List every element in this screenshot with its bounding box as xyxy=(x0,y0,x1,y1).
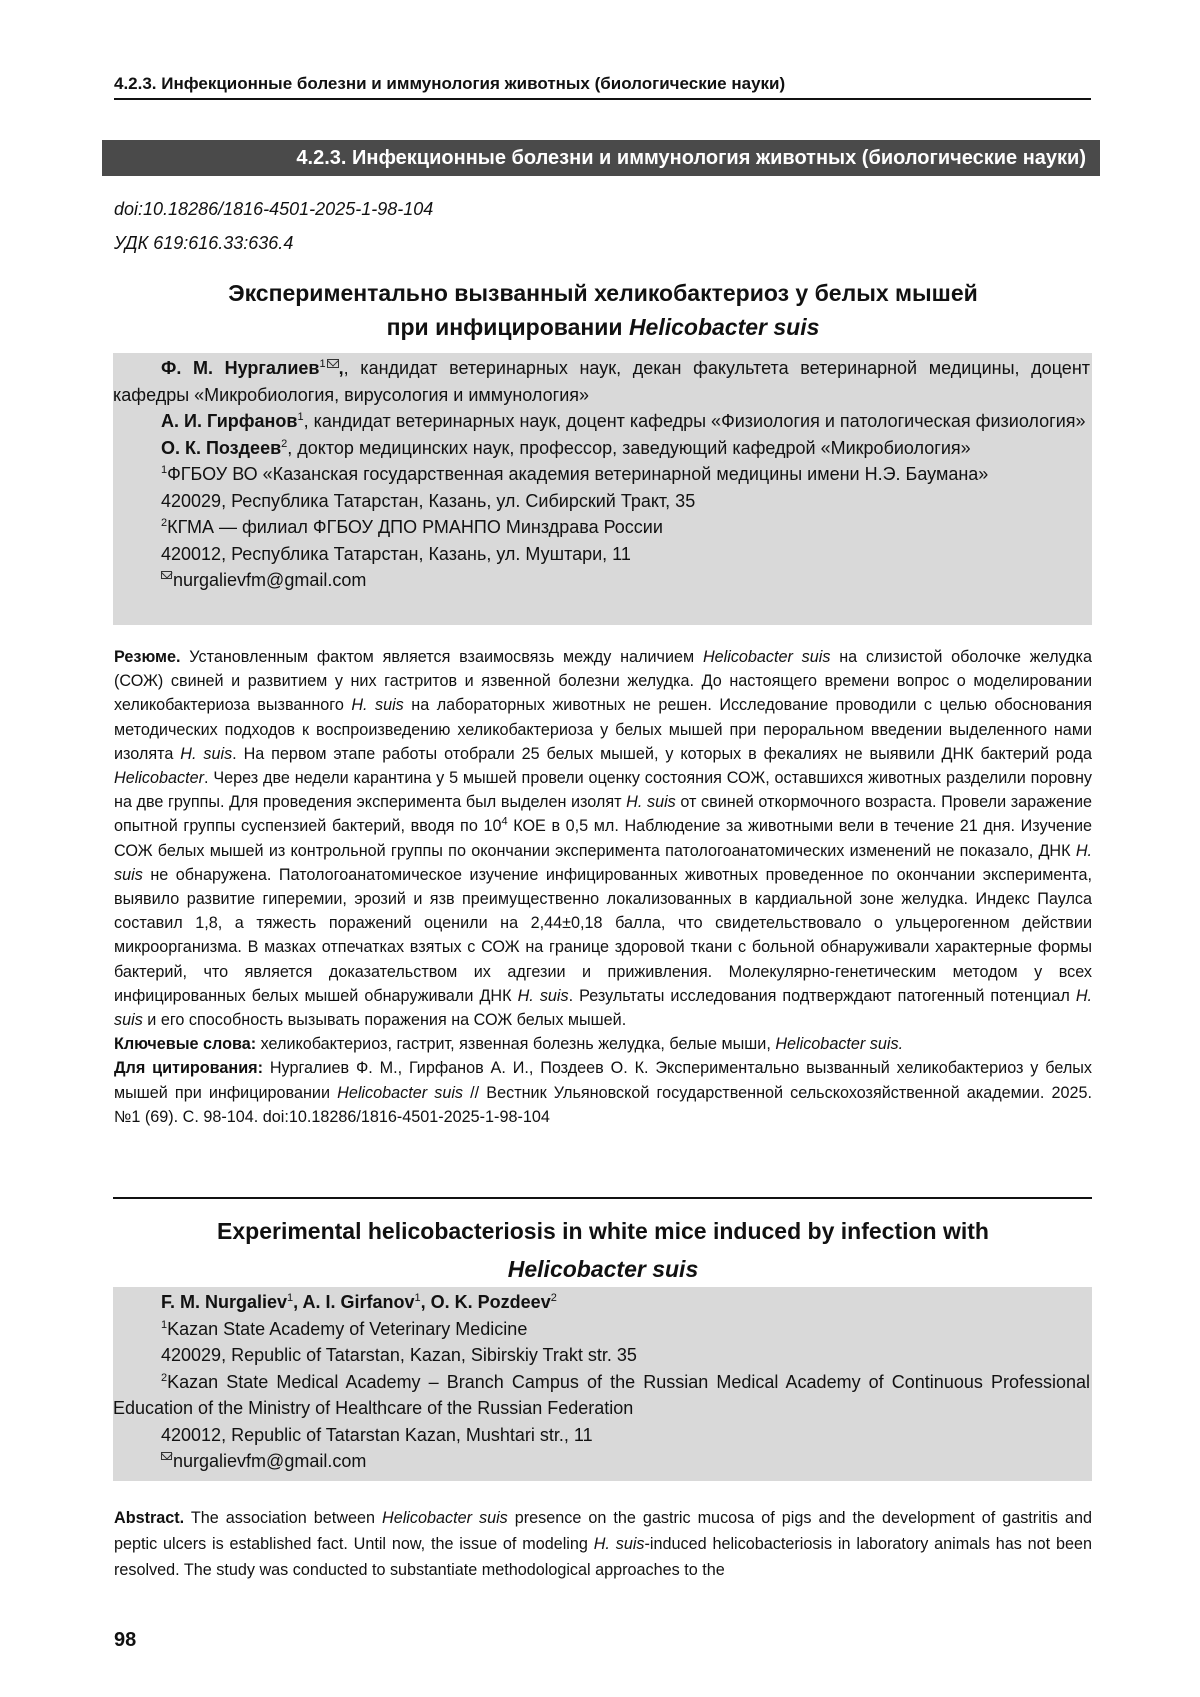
affiliation-1-name: ФГБОУ ВО «Казанская государственная академия ветеринарной медицины имени Н.Э. Баумана» xyxy=(167,464,988,484)
page xyxy=(0,0,1200,1697)
envelope-icon xyxy=(161,571,172,579)
abstract-ru xyxy=(114,645,1092,1129)
abstract-ru-label: Резюме. xyxy=(114,648,181,666)
article-title-en xyxy=(114,1212,1092,1288)
affiliation-1-en-sup: 1 xyxy=(161,1319,167,1331)
email-link-ru[interactable]: nurgalievfm@gmail.com xyxy=(173,570,366,590)
title-en-species: Helicobacter suis xyxy=(508,1256,698,1282)
author-1-en-sup: 1 xyxy=(287,1292,293,1304)
article-title-ru xyxy=(114,276,1092,344)
author-1-sup: 1 xyxy=(320,358,326,370)
envelope-icon xyxy=(161,1452,172,1460)
affiliation-1-en-name: Kazan State Academy of Veterinary Medicine xyxy=(167,1319,527,1339)
section-title-bar xyxy=(102,140,1100,176)
affiliation-2-en-sup: 2 xyxy=(161,1372,167,1384)
email-ru xyxy=(113,567,1090,594)
affiliation-2-en-name: Kazan State Medical Academy – Branch Campus of the Russian Medical Academy of Continuous Pro­fessional Education of the Ministry of Healthcare of the Russian Federation xyxy=(113,1372,1090,1419)
affiliation-2-address-ru: 420012, Республика Татарстан, Казань, ул. Муштари, 11 xyxy=(113,541,1090,568)
email-en xyxy=(113,1448,1090,1475)
author-1-name: Ф. М. Нургалиев xyxy=(161,358,320,378)
author-3-sup: 2 xyxy=(281,438,287,450)
title-ru-line2 xyxy=(114,310,1092,344)
author-3-en-sup: 2 xyxy=(551,1292,557,1304)
authors-en: F. M. Nurgaliev1, A. I. Girfanov1, O. K. Pozdeev2 xyxy=(113,1289,1090,1316)
affiliation-2-ru xyxy=(113,514,1090,541)
abstract-en-label: Abstract. xyxy=(114,1509,184,1527)
keywords-ru: Ключевые слова: хеликобактериоз, гастрит, язвенная болезнь желудка, белые мыши, Helicobacter suis. xyxy=(114,1032,1092,1056)
affiliation-1-address-en: 420029, Republic of Tatarstan, Kazan, Sibirskiy Trakt str. 35 xyxy=(113,1342,1090,1369)
affiliation-2-en xyxy=(113,1369,1090,1422)
author-3-desc: , доктор медицинских наук, профессор, заведующий кафедрой «Микробиология» xyxy=(287,438,970,458)
running-header: 4.2.3. Инфекционные болезни и иммунология животных (биологические науки) xyxy=(114,74,1091,100)
title-en-line2 xyxy=(114,1250,1092,1288)
author-3-name: О. К. Поздеев xyxy=(161,438,281,458)
citation-label: Для цитирования: xyxy=(114,1059,263,1077)
author-1-en: F. M. Nurgaliev xyxy=(161,1292,287,1312)
affiliation-1-ru xyxy=(113,461,1090,488)
citation-ru: Для цитирования: Нургалиев Ф. М., Гирфанов А. И., Поздеев О. К. Экспериментально вызванный хеликобактериоз у белых мышей при инфицировании Helicobacter suis // Вестник Ульяновской государственной сельскохозяйствен­ной академии. 2025. №1 (69). С. 98-104. doi:10.18286/1816-4501-2025-1-98-104 xyxy=(114,1056,1092,1129)
author-3-en: O. K. Pozdeev xyxy=(431,1292,551,1312)
affiliation-1-address-ru: 420029, Республика Татарстан, Казань, ул. Сибирский Тракт, 35 xyxy=(113,488,1090,515)
author-2-desc: , кандидат ветеринарных наук, доцент кафедры «Физиология и патологическая физиология» xyxy=(304,411,1086,431)
affiliation-1-sup: 1 xyxy=(161,464,167,476)
abstract-ru-text: Резюме. Установленным фактом является взаимосвязь между наличием Helicobacter suis на слизистой оболочке желудка (СОЖ) свиней и развитием у них гастритов и язвенной болезни желудка. До настоящего времени вопрос о моделировании хеликобактериоза вызванного H. suis на лабораторных животных не решен. Исследование проводили с целью обоснования методических подходов к воспроизведению хеликобактериоза у белых мышей при пероральном введении выделенного нами изолята H. suis. На первом этапе работы отобрали 25 белых мышей, у которых в фекалиях не выявили ДНК бактерий рода Helicobacter. Через две недели карантина у 5 мышей провели оценку состояния СОЖ, оставшихся животных разделили поровну на две группы. Для проведения эксперимента был выделен изолят H. suis от свиней откормочного возраста. Провели заражение опытной группы суспензией бактерий, вводя по 104 КОЕ в 0,5 мл. Наблюдение за животными вели в течение 21 дня. Изучение СОЖ белых мышей из контрольной группы по окончании эксперимента патологоанатомических изменений не показало, ДНК H. suis не обнаружена. Патологоанатомическое изучение инфицированных животных проведенное по окончании эксперимента, выявило развитие гиперемии, эрозий и язв преимущественно локализованных в кардиальной зоне желудка. Индекс Паулса составил 1,8, а тяжесть поражений оценили на 2,44±0,18 балла, что свидетельство­вало о ульцерогенном действии микроорганизма. В мазках отпечатках взятых с СОЖ на границе здоровой ткани с больной обнаруживали характерные формы бактерий, что является доказательством их адгезии и приживле­ния. Молекулярно-генетическим методом у всех инфицированных белых мышей обнаруживали ДНК H. suis. Ре­зультаты исследования подтверждают патогенный потенциал H. suis и его способность вызывать поражения на СОЖ белых мышей. xyxy=(114,645,1092,1032)
author-2-en-sup: 1 xyxy=(415,1292,421,1304)
author-1-desc: , кандидат ветеринарных наук, декан факультета ветеринарной медицины, доцент кафедры «Микробиология, вирусология и иммунология» xyxy=(113,358,1090,405)
author-2-ru xyxy=(113,408,1090,435)
email-link-en[interactable]: nurgalievfm@gmail.com xyxy=(173,1451,366,1471)
authors-box-en xyxy=(113,1287,1092,1481)
affiliation-1-en xyxy=(113,1316,1090,1343)
affiliation-2-name: КГМА — филиал ФГБОУ ДПО РМАНПО Минздрава России xyxy=(167,517,663,537)
author-2-en: A. I. Girfanov xyxy=(303,1292,415,1312)
author-3-ru xyxy=(113,435,1090,462)
doi[interactable]: doi:10.18286/1816-4501-2025-1-98-104 xyxy=(114,199,433,220)
page-number: 98 xyxy=(114,1629,136,1652)
affiliation-2-address-en: 420012, Republic of Tatarstan Kazan, Mushtari str., 11 xyxy=(113,1422,1090,1449)
author-2-sup: 1 xyxy=(297,411,303,423)
title-en-line1: Experimental helicobacteriosis in white mice induced by infection with xyxy=(114,1212,1092,1250)
title-ru-line1: Экспериментально вызванный хеликобактериоз у белых мышей xyxy=(114,276,1092,310)
udc-code: УДК 619:616.33:636.4 xyxy=(114,233,293,254)
section-title: 4.2.3. Инфекционные болезни и иммунология животных (биологические науки) xyxy=(296,147,1086,170)
title-ru-line2-text: при инфицировании xyxy=(387,314,629,340)
author-1-ru: Ф. М. Нургалиев1 ,, кандидат ветеринарных наук, декан факультета ветеринарной медицины, доцент кафедры «Микробиология, вирусология и иммунология» xyxy=(113,355,1090,408)
title-ru-species: Helicobacter suis xyxy=(629,314,819,340)
affiliation-2-sup: 2 xyxy=(161,517,167,529)
authors-box-ru xyxy=(113,353,1092,625)
abstract-en: Abstract. The association between Helicobacter suis presence on the gastric mucosa of pigs and the development of gastritis and peptic ulcers is established fact. Until now, the issue of modeling H. suis-induced helicobacteriosis in labor­atory animals has not been resolved. The study was conducted to substantiate methodological approaches to the xyxy=(114,1505,1092,1583)
keywords-label: Ключевые слова: xyxy=(114,1035,256,1053)
envelope-icon xyxy=(327,359,339,368)
section-divider xyxy=(113,1197,1092,1199)
author-2-name: А. И. Гирфанов xyxy=(161,411,297,431)
